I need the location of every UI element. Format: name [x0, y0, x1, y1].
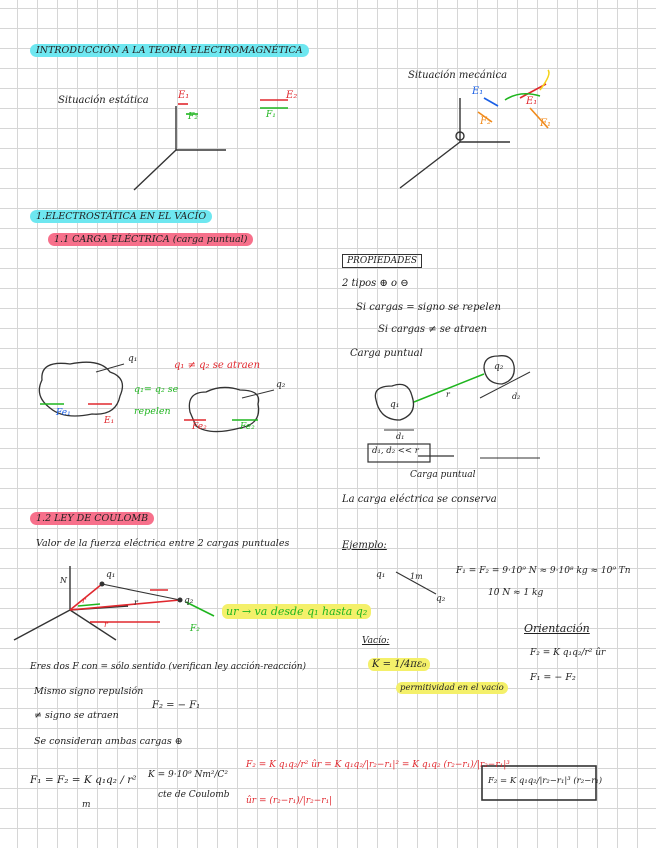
property-1-text: 2 tipos ⊕ o ⊖ — [342, 278, 409, 289]
permittivity-label: permitividad en el vacío — [396, 682, 508, 694]
point-charge-sketch — [375, 356, 540, 458]
orientation-heading: Orientación — [524, 622, 590, 635]
label-q1-coulomb: q₁ — [106, 570, 116, 580]
text-repel-2: repelen — [134, 406, 171, 417]
properties-heading: PROPIEDADES — [342, 254, 422, 268]
label-Fe2: Fe₂ — [192, 422, 207, 432]
label-E1-static: E₁ — [178, 90, 190, 101]
label-r-coulomb: r — [134, 598, 138, 607]
eq-K-label: cte de Coulomb — [158, 790, 230, 800]
label-mechanic: Situación mecánica — [408, 70, 508, 81]
eq-coulomb-main: F₁ = F₂ = K q₁q₂ / r² — [30, 774, 137, 786]
label-F1-mech: F₁ — [540, 118, 551, 129]
label-m: m — [82, 800, 91, 810]
label-E2-static: E₂ — [286, 90, 298, 101]
note-same-sign: Mismo signo repulsión — [34, 686, 144, 697]
label-d2: d₂ — [512, 392, 521, 401]
property-2a: Si cargas = signo se repelen — [356, 302, 501, 313]
label-E-mech: E₁ — [472, 86, 484, 97]
label-r1: r — [82, 596, 86, 605]
eq-red-vector: F₂ = K q₁q₂/r² ûr = K q₁q₂/|r₂−r₁|² = K q₁q₂ (r₂−r₁)/|r₂−r₁|³ — [246, 760, 510, 770]
label-d1: d₁ — [396, 432, 405, 441]
property-3-inequality: d₁, d₂ << r — [372, 446, 419, 456]
label-q2-coulomb: q₂ — [184, 596, 194, 606]
label-q1-blob: q₁ — [128, 354, 138, 364]
axes-static — [134, 106, 226, 190]
orientation-eq-2: F₁ = − F₂ — [530, 672, 576, 683]
property-2b: Si cargas ≠ se atraen — [378, 324, 488, 335]
label-q2-blob: q₂ — [276, 380, 286, 390]
text-repel-1: q₁= q₂ se — [134, 384, 179, 395]
example-eq-1: F₁ = F₂ = 9·10⁹ N ≈ 9·10⁸ kg ≈ 10⁹ Tn — [456, 566, 631, 576]
k-formula: K = 1/4πε₀ — [368, 658, 430, 671]
label-F2-static: F₂ — [188, 112, 198, 122]
label-E1-blob: E₁ — [104, 416, 115, 426]
text-attract: q₁ ≠ q₂ se atraen — [174, 360, 261, 371]
section-1-1-sub: (carga puntual) — [172, 234, 248, 245]
eq-red-unit: ûr = (r₂−r₁)/|r₂−r₁| — [246, 796, 333, 806]
property-1 — [342, 278, 409, 289]
label-F1-static: F₁ — [266, 110, 276, 120]
unit-vector-description: ur → va desde q₁ hasta q₂ — [222, 604, 371, 619]
blob-left — [39, 362, 124, 416]
label-q1-example: q₁ — [376, 570, 386, 580]
vacuum-heading: Vacío: — [362, 636, 390, 646]
orientation-eq-1: F₂ = K q₁q₂/r² ûr — [530, 648, 606, 658]
note-both-positive: Se consideran ambas cargas ⊕ — [34, 736, 183, 747]
note-diff-sign: ≠ signo se atraen — [34, 710, 119, 721]
label-q1-point: q₁ — [390, 400, 400, 410]
property-3-caption: Carga puntual — [410, 470, 476, 480]
example-heading: Ejemplo: — [342, 540, 387, 551]
property-3: Carga puntual — [350, 348, 423, 359]
property-4: La carga eléctrica se conserva — [342, 494, 497, 505]
example-eq-2: 10 N ≈ 1 kg — [488, 588, 544, 598]
page-title: INTRODUCCIÓN A LA TEORÍA ELECTROMAGNÉTICA — [30, 44, 309, 57]
label-static: Situación estática — [58, 95, 149, 106]
section-1-title: 1.ELECTROSTÁTICA EN EL VACÍO — [30, 210, 212, 223]
eq-K-value: K = 9·10⁹ Nm²/C² — [148, 770, 229, 780]
example-distance: 1m — [410, 572, 423, 581]
label-Fe1: Fe₁ — [56, 408, 71, 418]
label-F2-coulomb: F₂ — [190, 624, 200, 634]
label-r-point: r — [446, 390, 450, 399]
label-q2-point: q₂ — [494, 362, 504, 372]
section-1-1-title — [48, 233, 253, 246]
label-q2-example: q₂ — [436, 594, 446, 604]
label-Fe2-green: Fe₂ — [240, 422, 255, 432]
coulomb-description: Valor de la fuerza eléctrica entre 2 cargas puntuales — [36, 538, 290, 549]
section-1-2-title: 1.2 LEY DE COULOMB — [30, 512, 154, 525]
label-E1-mech: E₁ — [526, 96, 538, 107]
label-z-axis: N — [60, 576, 67, 585]
label-r2: r — [104, 620, 108, 629]
eq-f2-neg-f1: F₂ = − F₁ — [152, 700, 201, 711]
axes-mechanic — [400, 98, 510, 188]
final-formula: F₂ = K q₁q₂/|r₂−r₁|³ (r₂−r₁) — [488, 776, 603, 786]
section-1-1-main: 1.1 CARGA ELÉCTRICA — [54, 234, 170, 245]
label-F2-mech: F₂ — [480, 116, 491, 127]
note-action-reaction: Eres dos F con = sólo sentido (verifican ley acción-reacción) — [30, 662, 307, 672]
